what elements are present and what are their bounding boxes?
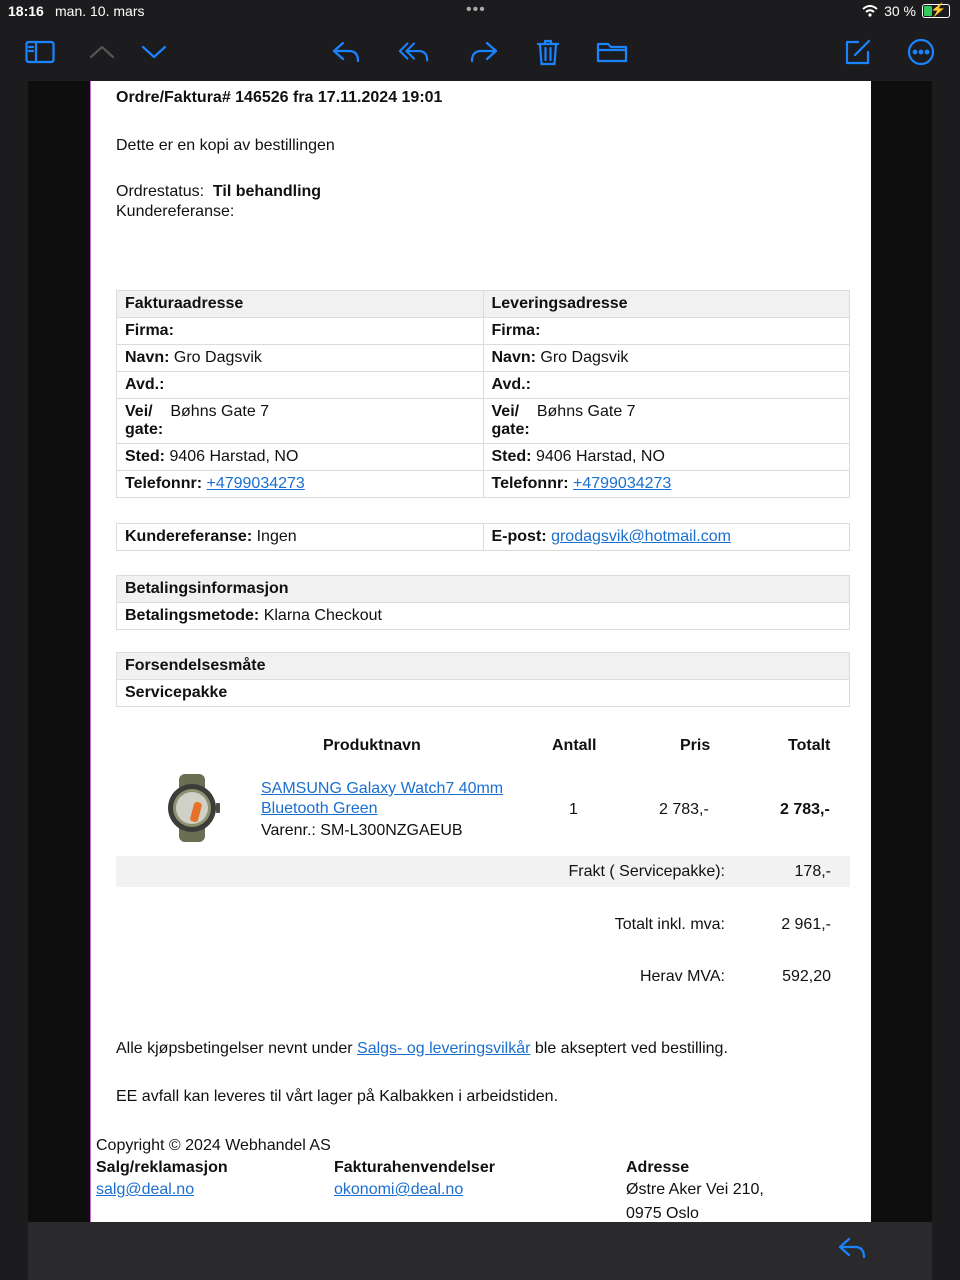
- terms-text: Alle kjøpsbetingelser nevnt under Salgs- og leveringsvilkår ble akseptert ved bestilling.: [116, 1040, 728, 1057]
- vat-label: Herav MVA:: [639, 968, 725, 985]
- payment-table: [116, 575, 850, 630]
- forward-icon[interactable]: [468, 38, 500, 66]
- col-header-price: Pris: [680, 737, 711, 754]
- payment-method: Betalingsmetode: Klarna Checkout: [117, 603, 850, 630]
- delivery-phone: Telefonnr: +4799034273: [483, 471, 850, 498]
- col-header-qty: Antall: [552, 737, 597, 754]
- reply-icon[interactable]: [836, 1234, 868, 1262]
- shipping-cost-label: Frakt ( Servicepakke):: [568, 863, 725, 880]
- billing-header: Fakturaadresse: [117, 291, 484, 318]
- product-price: 2 783,-: [659, 801, 709, 818]
- billing-firma: Firma:: [117, 318, 484, 345]
- shipping-table: [116, 652, 850, 707]
- billing-name: Navn: Gro Dagsvik: [117, 345, 484, 372]
- total-value: 2 961,-: [781, 916, 831, 933]
- order-title: Ordre/Faktura# 146526 fra 17.11.2024 19:01: [116, 89, 443, 106]
- product-qty: 1: [569, 801, 578, 818]
- screen-edge-left: [0, 81, 28, 1280]
- screen-edge-right: [932, 81, 960, 1280]
- battery-percent: 30 %: [884, 3, 916, 19]
- ee-note: EE avfall kan leveres til vårt lager på Kalbakken i arbeidstiden.: [116, 1088, 559, 1105]
- email-body[interactable]: [90, 81, 871, 1222]
- footer-sales-label: Salg/reklamasjon: [96, 1159, 228, 1176]
- compose-icon[interactable]: [842, 38, 874, 66]
- status-bar: [0, 0, 960, 24]
- col-header-product: Produktnavn: [323, 737, 421, 754]
- footer-address-line2: 0975 Oslo: [626, 1205, 699, 1222]
- folder-icon[interactable]: [596, 38, 628, 66]
- customer-ref-label: Kundereferanse:: [116, 203, 235, 220]
- billing-phone-link[interactable]: +4799034273: [206, 475, 305, 492]
- billing-street: Vei/ Bøhns Gate 7 gate:: [117, 399, 484, 444]
- billing-phone: Telefonnr: +4799034273: [117, 471, 484, 498]
- billing-city: Sted: 9406 Harstad, NO: [117, 444, 484, 471]
- billing-avd: Avd.:: [117, 372, 484, 399]
- address-table: [116, 290, 850, 498]
- footer-invoice-email[interactable]: okonomi@deal.no: [334, 1181, 464, 1198]
- customer-ref: Kundereferanse: Ingen: [117, 524, 484, 551]
- reply-icon[interactable]: [330, 38, 362, 66]
- more-icon[interactable]: [905, 38, 937, 66]
- reply-all-icon[interactable]: [398, 38, 430, 66]
- email-margin-left: [28, 81, 90, 1222]
- product-sku: Varenr.: SM-L300NZGAEUB: [261, 822, 463, 839]
- delivery-firma: Firma:: [483, 318, 850, 345]
- total-label: Totalt inkl. mva:: [614, 916, 725, 933]
- chevron-up-icon[interactable]: [86, 38, 118, 66]
- delivery-header: Leveringsadresse: [483, 291, 850, 318]
- multitasking-dots-icon[interactable]: •••: [466, 1, 486, 18]
- sidebar-icon[interactable]: [24, 38, 56, 66]
- terms-link[interactable]: Salgs- og leveringsvilkår: [357, 1040, 531, 1057]
- delivery-avd: Avd.:: [483, 372, 850, 399]
- bottom-toolbar: [28, 1222, 932, 1280]
- clock: 18:16: [8, 3, 44, 19]
- order-status-value: Til behandling: [212, 183, 322, 200]
- footer-address-label: Adresse: [626, 1159, 690, 1176]
- shipping-cost-row: [116, 856, 850, 887]
- mail-toolbar: [0, 24, 960, 81]
- customer-ref-table: [116, 523, 850, 551]
- chevron-down-icon[interactable]: [138, 38, 170, 66]
- order-status-label: Ordrestatus:: [116, 183, 205, 200]
- trash-icon[interactable]: [532, 38, 564, 66]
- delivery-city: Sted: 9406 Harstad, NO: [483, 444, 850, 471]
- product-watch-image[interactable]: [155, 772, 235, 844]
- email-margin-right: [870, 81, 932, 1222]
- copyright: Copyright © 2024 Webhandel AS: [96, 1137, 331, 1154]
- delivery-phone-link[interactable]: +4799034273: [572, 475, 672, 492]
- customer-email-link[interactable]: grodagsvik@hotmail.com: [551, 528, 731, 545]
- product-name-link[interactable]: SAMSUNG Galaxy Watch7 40mm Bluetooth Green: [261, 780, 504, 817]
- shipping-cost-value: 178,-: [794, 863, 831, 880]
- product-total: 2 783,-: [780, 801, 830, 818]
- date: man. 10. mars: [55, 3, 145, 19]
- wifi-icon: [862, 5, 878, 17]
- delivery-street: Vei/ Bøhns Gate 7 gate:: [483, 399, 850, 444]
- col-header-total: Totalt: [788, 737, 831, 754]
- battery-icon: ⚡: [922, 4, 950, 18]
- shipping-value: Servicepakke: [117, 680, 850, 707]
- vat-value: 592,20: [782, 968, 831, 985]
- footer-address-line1: Østre Aker Vei 210,: [626, 1181, 764, 1198]
- footer-sales-email[interactable]: salg@deal.no: [96, 1181, 195, 1198]
- shipping-header: Forsendelsesmåte: [117, 653, 850, 680]
- payment-header: Betalingsinformasjon: [117, 576, 850, 603]
- customer-email: E-post: grodagsvik@hotmail.com: [483, 524, 850, 551]
- footer-invoice-label: Fakturahenvendelser: [334, 1159, 495, 1176]
- delivery-name: Navn: Gro Dagsvik: [483, 345, 850, 372]
- copy-note: Dette er en kopi av bestillingen: [116, 137, 335, 154]
- order-status: [116, 183, 321, 201]
